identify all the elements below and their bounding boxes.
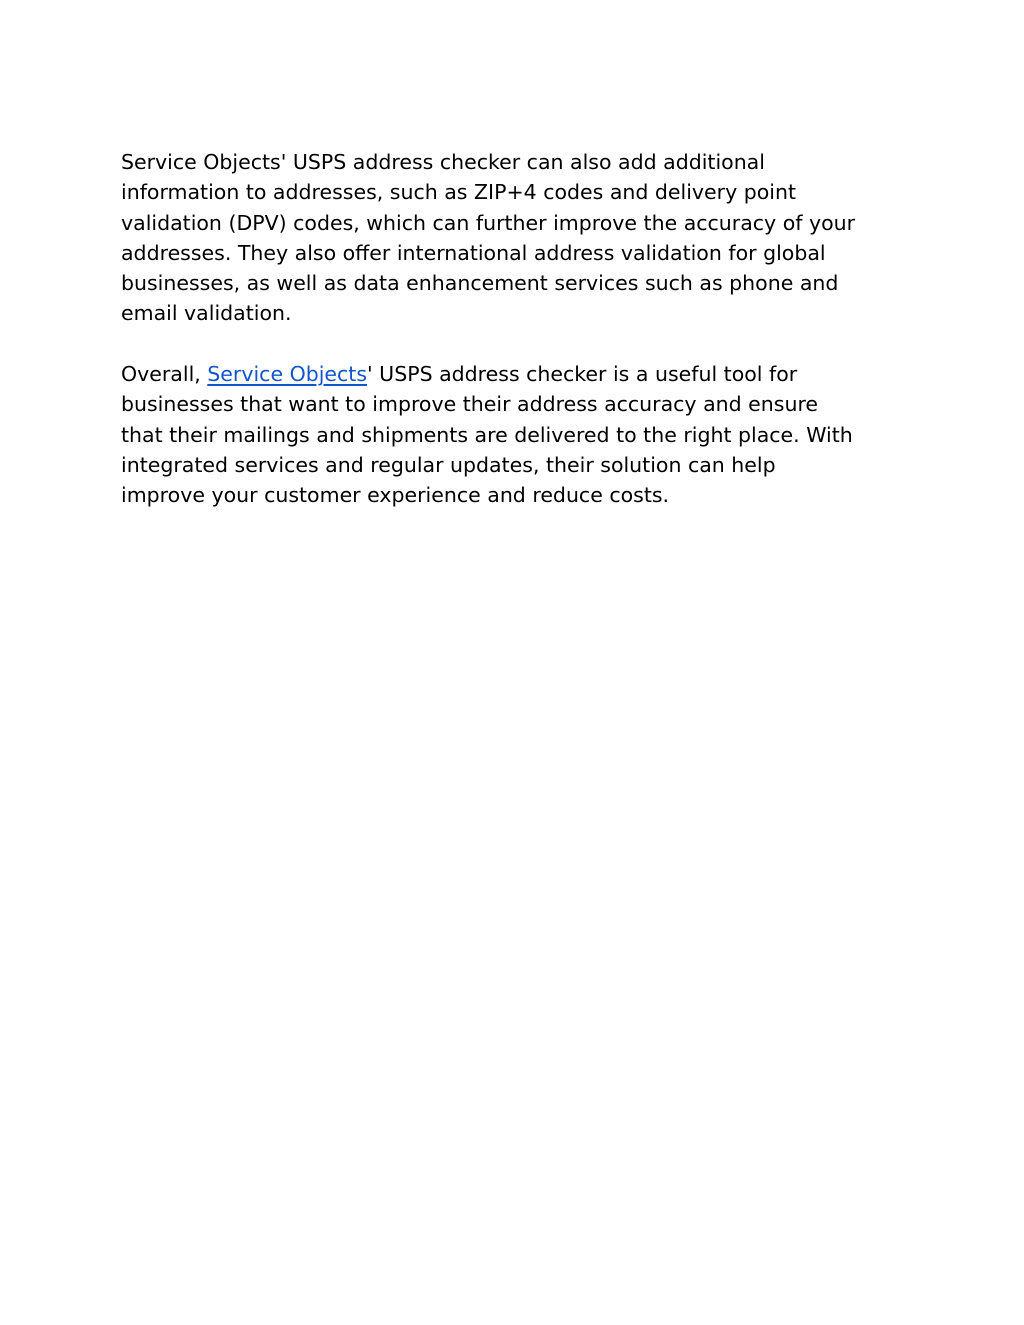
- text-suffix: ' USPS address checker is a useful tool for: [367, 362, 798, 387]
- service-objects-link[interactable]: Service Objects: [207, 362, 368, 387]
- text-line: addresses. They also offer international address validation for global: [121, 240, 826, 265]
- document-body: [121, 147, 911, 511]
- paragraph-spacer: [121, 329, 911, 359]
- text-line: businesses, as well as data enhancement services such as phone and: [121, 271, 839, 296]
- text-line: Service Objects' USPS address checker can also add additional: [121, 150, 765, 174]
- text-line: information to addresses, such as ZIP+4 codes and delivery point: [121, 180, 797, 205]
- text-line: validation (DPV) codes, which can further improve the accuracy of your: [121, 210, 856, 235]
- text-prefix: Overall,: [121, 362, 208, 387]
- text-line: improve your customer experience and reduce costs.: [121, 483, 670, 508]
- text-line-with-link: [121, 359, 911, 389]
- text-line: businesses that want to improve their address accuracy and ensure: [121, 392, 819, 417]
- text-line: integrated services and regular updates, their solution can help: [121, 452, 776, 477]
- paragraph-service-objects-features: [121, 147, 911, 329]
- paragraph-overall-summary: [121, 359, 911, 510]
- text-line: email validation.: [121, 301, 292, 326]
- text-line: that their mailings and shipments are delivered to the right place. With: [121, 422, 853, 447]
